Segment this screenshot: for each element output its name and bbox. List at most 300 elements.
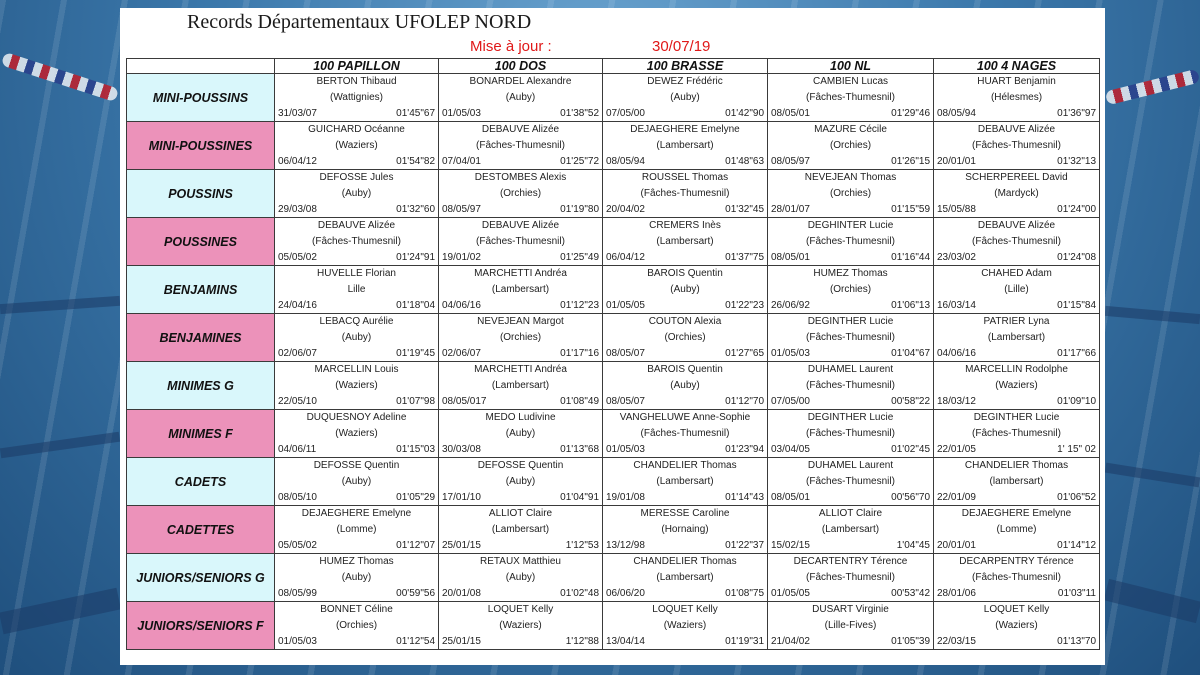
record-time: 01'17"66 <box>1057 348 1096 359</box>
record-date: 22/05/10 <box>278 396 317 407</box>
record-time: 01'17"16 <box>560 348 599 359</box>
record-cell <box>934 122 1100 170</box>
record-cell <box>439 170 603 218</box>
record-time: 01'22"23 <box>725 300 764 311</box>
club-name: (Lambersart) <box>656 140 714 151</box>
record-date: 06/04/12 <box>278 156 317 167</box>
swimmer-name: CHAHED Adam <box>981 268 1052 279</box>
swimmer-name: HUVELLE Florian <box>317 268 396 279</box>
record-cell <box>439 506 603 554</box>
club-name: (Auby) <box>341 572 372 583</box>
record-cell <box>275 602 439 650</box>
record-date: 28/01/06 <box>937 588 976 599</box>
record-date: 08/05/10 <box>278 492 317 503</box>
swimmer-name: ROUSSEL Thomas <box>641 172 729 183</box>
swimmer-name: DEBAUVE Alizée <box>481 220 560 231</box>
record-time: 00'58"22 <box>891 396 930 407</box>
swimmer-name: BONARDEL Alexandre <box>469 76 572 87</box>
record-cell <box>603 506 768 554</box>
record-date: 07/04/01 <box>442 156 481 167</box>
swimmer-name: BONNET Céline <box>320 604 393 615</box>
category-row <box>127 266 1100 314</box>
record-time: 00'56"70 <box>891 492 930 503</box>
record-date: 16/03/14 <box>937 300 976 311</box>
record-date: 30/03/08 <box>442 444 481 455</box>
record-date: 13/04/14 <box>606 636 645 647</box>
record-date: 28/01/07 <box>771 204 810 215</box>
record-cell <box>768 362 934 410</box>
category-label: CADETTES <box>127 506 275 554</box>
swimmer-name: RETAUX Matthieu <box>480 556 561 567</box>
swimmer-name: DUHAMEL Laurent <box>807 460 894 471</box>
update-date: 30/07/19 <box>652 38 711 55</box>
record-cell <box>275 554 439 602</box>
record-date: 01/05/03 <box>771 348 810 359</box>
record-date: 29/03/08 <box>278 204 317 215</box>
record-time: 01'12"07 <box>396 540 435 551</box>
record-cell <box>768 170 934 218</box>
club-name: (Auby) <box>341 188 372 199</box>
record-time: 01'27"65 <box>725 348 764 359</box>
swimmer-name: MARCELLIN Louis <box>314 364 399 375</box>
swimmer-name: DEBAUVE Alizée <box>317 220 396 231</box>
record-time: 1'04"45 <box>896 540 930 551</box>
swimmer-name: BAROIS Quentin <box>647 268 723 279</box>
record-time: 01'54"82 <box>396 156 435 167</box>
record-cell <box>603 602 768 650</box>
club-name: (Fâches-Thumesnil) <box>972 140 1061 151</box>
category-row <box>127 170 1100 218</box>
club-name: (Waziers) <box>335 380 378 391</box>
record-time: 01'19"31 <box>725 636 764 647</box>
swimmer-name: CHANDELIER Thomas <box>633 556 737 567</box>
record-date: 08/05/97 <box>771 156 810 167</box>
record-time: 01'24"08 <box>1057 252 1096 263</box>
category-label: MINIMES G <box>127 362 275 410</box>
club-name: (Orchies) <box>499 188 542 199</box>
swimmer-name: DEFOSSE Quentin <box>477 460 564 471</box>
category-row <box>127 314 1100 362</box>
category-label: MINI-POUSSINES <box>127 122 275 170</box>
record-date: 20/01/08 <box>442 588 481 599</box>
record-date: 07/05/00 <box>771 396 810 407</box>
record-date: 25/01/15 <box>442 636 481 647</box>
swimmer-name: DEJAEGHERE Emelyne <box>301 508 412 519</box>
category-label: POUSSINES <box>127 218 275 266</box>
record-date: 08/05/01 <box>771 108 810 119</box>
club-name: (Auby) <box>670 92 700 103</box>
swimmer-name: DEGINTHER Lucie <box>973 412 1060 423</box>
record-cell <box>768 410 934 458</box>
record-cell <box>934 602 1100 650</box>
record-time: 01'24"91 <box>396 252 435 263</box>
category-row <box>127 218 1100 266</box>
record-cell <box>439 362 603 410</box>
club-name: (Fâches-Thumesnil) <box>972 428 1061 439</box>
club-name: Lille <box>347 284 366 295</box>
record-time: 01'15"03 <box>396 444 435 455</box>
swimmer-name: DEJAEGHERE Emelyne <box>630 124 740 135</box>
record-cell <box>603 410 768 458</box>
swimmer-name: DUQUESNOY Adeline <box>306 412 407 423</box>
swimmer-name: LOQUET Kelly <box>487 604 554 615</box>
swimmer-name: CHANDELIER Thomas <box>633 460 737 471</box>
record-cell <box>603 218 768 266</box>
record-date: 01/05/03 <box>278 636 317 647</box>
record-time: 01'29"46 <box>891 108 930 119</box>
event-header: 100 NL <box>768 59 934 74</box>
page-title: Records Départementaux UFOLEP NORD <box>187 11 532 33</box>
record-date: 02/06/07 <box>442 348 481 359</box>
record-date: 18/03/12 <box>937 396 976 407</box>
category-row <box>127 602 1100 650</box>
record-time: 01'14"12 <box>1057 540 1096 551</box>
swimmer-name: VANGHELUWE Anne-Sophie <box>619 412 751 423</box>
record-cell <box>768 266 934 314</box>
record-cell <box>934 362 1100 410</box>
records-sheet <box>120 8 1105 665</box>
record-date: 01/05/05 <box>771 588 810 599</box>
record-time: 01'08"75 <box>725 588 764 599</box>
lane-rope-left <box>1 52 119 102</box>
pool-stripe <box>1105 463 1200 488</box>
swimmer-name: DEBAUVE Alizée <box>977 124 1056 135</box>
club-name: (Auby) <box>505 428 536 439</box>
record-date: 02/06/07 <box>278 348 317 359</box>
pool-stripe <box>0 296 120 314</box>
record-time: 01'12"54 <box>396 636 435 647</box>
club-name: (Fâches-Thumesnil) <box>806 572 895 583</box>
record-cell <box>768 122 934 170</box>
swimmer-name: DECARTENTRY Térence <box>793 556 908 567</box>
swimmer-name: CAMBIEN Lucas <box>812 76 889 87</box>
swimmer-name: BERTON Thibaud <box>316 76 397 87</box>
category-label: CADETS <box>127 458 275 506</box>
pool-stripe <box>0 588 121 634</box>
swimmer-name: LEBACQ Aurélie <box>319 316 394 327</box>
record-date: 08/05/01 <box>771 492 810 503</box>
swimmer-name: MAZURE Cécile <box>814 124 887 135</box>
record-time: 01'32"60 <box>396 204 435 215</box>
record-cell <box>934 458 1100 506</box>
record-date: 08/05/01 <box>771 252 810 263</box>
record-date: 07/05/00 <box>606 108 645 119</box>
category-row <box>127 122 1100 170</box>
record-cell <box>603 266 768 314</box>
swimmer-name: MERESSE Caroline <box>640 508 730 519</box>
club-name: (Fâches-Thumesnil) <box>476 236 565 247</box>
record-date: 15/05/88 <box>937 204 976 215</box>
record-time: 1' 15" 02 <box>1057 444 1096 455</box>
swimmer-name: DECARPENTRY Térence <box>959 556 1074 567</box>
record-time: 01'12"23 <box>560 300 599 311</box>
record-cell <box>934 554 1100 602</box>
record-time: 01'37"75 <box>725 252 764 263</box>
record-cell <box>275 74 439 122</box>
pool-stripe <box>1104 579 1200 623</box>
record-time: 01'09"10 <box>1057 396 1096 407</box>
club-name: (Waziers) <box>663 620 707 631</box>
record-time: 01'13"68 <box>560 444 599 455</box>
record-time: 01'16"44 <box>891 252 930 263</box>
lane-rope-right <box>1105 69 1200 106</box>
club-name: (Fâches-Thumesnil) <box>806 236 895 247</box>
record-cell <box>768 314 934 362</box>
swimmer-name: DUSART Virginie <box>812 604 889 615</box>
category-row <box>127 74 1100 122</box>
club-name: (Orchies) <box>829 140 872 151</box>
club-name: (Lambersart) <box>656 572 714 583</box>
category-row <box>127 362 1100 410</box>
swimmer-name: MARCHETTI Andréa <box>474 364 567 375</box>
record-cell <box>768 554 934 602</box>
record-date: 19/01/08 <box>606 492 645 503</box>
club-name: (Waziers) <box>499 620 542 631</box>
swimmer-name: CREMERS Inès <box>649 220 721 231</box>
record-date: 19/01/02 <box>442 252 481 263</box>
swimmer-name: LOQUET Kelly <box>983 604 1050 615</box>
record-cell <box>768 218 934 266</box>
record-date: 08/05/94 <box>937 108 976 119</box>
record-cell <box>603 554 768 602</box>
swimmer-name: MEDO Ludivine <box>485 412 556 423</box>
swimmer-name: DEFOSSE Jules <box>319 172 394 183</box>
club-name: (Hornaing) <box>661 524 709 535</box>
event-header: 100 BRASSE <box>603 59 768 74</box>
swimmer-name: DEGINTHER Lucie <box>807 412 894 423</box>
club-name: (Lambersart) <box>656 236 714 247</box>
record-time: 00'59"56 <box>396 588 435 599</box>
record-cell <box>275 314 439 362</box>
record-time: 01'14"43 <box>725 492 764 503</box>
record-time: 01'18"04 <box>396 300 435 311</box>
record-date: 13/12/98 <box>606 540 645 551</box>
record-date: 23/03/02 <box>937 252 976 263</box>
category-row <box>127 554 1100 602</box>
record-date: 05/05/02 <box>278 252 317 263</box>
record-cell <box>275 458 439 506</box>
swimmer-name: ALLIOT Claire <box>818 508 883 519</box>
club-name: (Fâches-Thumesnil) <box>972 572 1061 583</box>
category-label: JUNIORS/SENIORS F <box>127 602 275 650</box>
record-cell <box>275 266 439 314</box>
record-date: 24/04/16 <box>278 300 317 311</box>
record-cell <box>275 362 439 410</box>
record-cell <box>603 458 768 506</box>
swimmer-name: COUTON Alexia <box>648 316 722 327</box>
pool-stripe <box>0 432 120 459</box>
record-date: 03/04/05 <box>771 444 810 455</box>
club-name: (Fâches-Thumesnil) <box>806 92 895 103</box>
record-cell <box>439 602 603 650</box>
record-time: 01'15"84 <box>1057 300 1096 311</box>
club-name: (Lambersart) <box>491 380 550 391</box>
events-header-row <box>127 59 1100 74</box>
record-time: 01'04"91 <box>560 492 599 503</box>
club-name: (Auby) <box>505 92 536 103</box>
record-date: 22/01/05 <box>937 444 976 455</box>
swimmer-name: DEGINTHER Lucie <box>807 316 894 327</box>
club-name: (Waziers) <box>335 428 378 439</box>
record-cell <box>934 314 1100 362</box>
record-time: 01'02"48 <box>560 588 599 599</box>
swimmer-name: HUMEZ Thomas <box>813 268 888 279</box>
club-name: (Lille-Fives) <box>824 620 877 631</box>
club-name: (Waziers) <box>995 620 1038 631</box>
club-name: (Waziers) <box>335 140 378 151</box>
swimmer-name: CHANDELIER Thomas <box>964 460 1069 471</box>
record-date: 01/05/05 <box>606 300 645 311</box>
swimmer-name: DUHAMEL Laurent <box>807 364 894 375</box>
record-date: 20/01/01 <box>937 540 976 551</box>
record-cell <box>934 74 1100 122</box>
record-time: 01'32"13 <box>1057 156 1096 167</box>
club-name: (Lambersart) <box>656 476 714 487</box>
club-name: (Auby) <box>670 380 700 391</box>
record-time: 01'38"52 <box>560 108 599 119</box>
record-date: 26/06/92 <box>771 300 810 311</box>
club-name: (Fâches-Thumesnil) <box>806 428 895 439</box>
record-cell <box>603 362 768 410</box>
category-row <box>127 506 1100 554</box>
club-name: (Auby) <box>341 332 372 343</box>
record-date: 04/06/16 <box>937 348 976 359</box>
record-cell <box>934 170 1100 218</box>
record-time: 01'05"39 <box>891 636 930 647</box>
record-time: 00'53"42 <box>891 588 930 599</box>
club-name: (Auby) <box>670 284 700 295</box>
club-name: (Lambersart) <box>821 524 880 535</box>
record-time: 01'06"52 <box>1057 492 1096 503</box>
record-time: 01'36"97 <box>1057 108 1096 119</box>
record-date: 25/01/15 <box>442 540 481 551</box>
club-name: (Waziers) <box>995 380 1038 391</box>
club-name: (Fâches-Thumesnil) <box>806 380 895 391</box>
club-name: (Lambersart) <box>987 332 1046 343</box>
record-cell <box>275 506 439 554</box>
swimmer-name: NEVEJEAN Thomas <box>804 172 897 183</box>
category-label: JUNIORS/SENIORS G <box>127 554 275 602</box>
record-date: 22/01/09 <box>937 492 976 503</box>
record-time: 01'15"59 <box>891 204 930 215</box>
record-cell <box>275 218 439 266</box>
club-name: (Lambersart) <box>491 524 550 535</box>
event-header: 100 PAPILLON <box>275 59 439 74</box>
swimmer-name: DEGHINTER Lucie <box>807 220 894 231</box>
club-name: (Orchies) <box>335 620 378 631</box>
records-table <box>126 58 1100 650</box>
record-cell <box>768 458 934 506</box>
swimmer-name: DEWEZ Frédéric <box>647 76 723 87</box>
record-cell <box>603 170 768 218</box>
record-cell <box>439 218 603 266</box>
club-name: (Orchies) <box>664 332 706 343</box>
category-label: BENJAMINS <box>127 266 275 314</box>
swimmer-name: DEBAUVE Alizée <box>481 124 560 135</box>
header-corner <box>127 59 275 74</box>
record-date: 20/01/01 <box>937 156 976 167</box>
record-cell <box>439 122 603 170</box>
swimmer-name: LOQUET Kelly <box>652 604 718 615</box>
record-date: 08/05/99 <box>278 588 317 599</box>
record-time: 01'19"45 <box>396 348 435 359</box>
record-cell <box>275 410 439 458</box>
record-time: 01'08"49 <box>560 396 599 407</box>
record-cell <box>439 554 603 602</box>
club-name: (Fâches-Thumesnil) <box>806 332 895 343</box>
record-date: 08/05/97 <box>442 204 481 215</box>
record-cell <box>603 122 768 170</box>
record-cell <box>934 410 1100 458</box>
category-label: MINI-POUSSINS <box>127 74 275 122</box>
record-time: 01'07"98 <box>396 396 435 407</box>
record-time: 01'19"80 <box>560 204 599 215</box>
record-time: 1'12"53 <box>565 540 599 551</box>
record-time: 01'45"67 <box>396 108 435 119</box>
club-name: (Orchies) <box>829 188 872 199</box>
update-label: Mise à jour : <box>470 38 552 55</box>
club-name: (Auby) <box>341 476 372 487</box>
record-time: 01'12"70 <box>725 396 764 407</box>
club-name: (Fâches-Thumesnil) <box>312 236 401 247</box>
record-date: 08/05/07 <box>606 396 645 407</box>
record-cell <box>275 170 439 218</box>
event-header: 100 DOS <box>439 59 603 74</box>
club-name: (Fâches-Thumesnil) <box>640 428 730 439</box>
record-date: 06/06/20 <box>606 588 645 599</box>
swimmer-name: BAROIS Quentin <box>647 364 723 375</box>
swimmer-name: MARCELLIN Rodolphe <box>965 364 1068 375</box>
swimmer-name: MARCHETTI Andréa <box>474 268 567 279</box>
category-label: POUSSINS <box>127 170 275 218</box>
club-name: (Orchies) <box>829 284 872 295</box>
record-time: 01'05"29 <box>396 492 435 503</box>
record-cell <box>439 410 603 458</box>
record-date: 17/01/10 <box>442 492 481 503</box>
category-label: MINIMES F <box>127 410 275 458</box>
record-cell <box>768 602 934 650</box>
club-name: (Lille) <box>1004 284 1029 295</box>
record-time: 01'24"00 <box>1057 204 1096 215</box>
record-cell <box>934 266 1100 314</box>
record-time: 01'06"13 <box>891 300 930 311</box>
club-name: (Fâches-Thumesnil) <box>476 140 565 151</box>
record-date: 08/05/017 <box>442 396 487 407</box>
record-time: 01'03"11 <box>1057 588 1096 599</box>
record-date: 01/05/03 <box>442 108 481 119</box>
club-name: (Lomme) <box>996 524 1037 535</box>
record-cell <box>603 74 768 122</box>
club-name: (lambersart) <box>989 476 1044 487</box>
record-time: 01'25"49 <box>560 252 599 263</box>
swimmer-name: SCHERPEREEL David <box>965 172 1068 183</box>
club-name: (Fâches-Thumesnil) <box>972 236 1061 247</box>
swimmer-name: DESTOMBES Alexis <box>474 172 567 183</box>
record-date: 04/06/16 <box>442 300 481 311</box>
category-row <box>127 410 1100 458</box>
swimmer-name: DEFOSSE Quentin <box>313 460 400 471</box>
record-time: 01'42"90 <box>725 108 764 119</box>
record-cell <box>439 74 603 122</box>
club-name: (Lambersart) <box>491 284 550 295</box>
swimmer-name: PATRIER Lyna <box>983 316 1050 327</box>
record-date: 21/04/02 <box>771 636 810 647</box>
record-date: 05/05/02 <box>278 540 317 551</box>
record-time: 01'22"37 <box>725 540 764 551</box>
club-name: (Mardyck) <box>994 188 1039 199</box>
record-cell <box>768 506 934 554</box>
record-cell <box>439 314 603 362</box>
